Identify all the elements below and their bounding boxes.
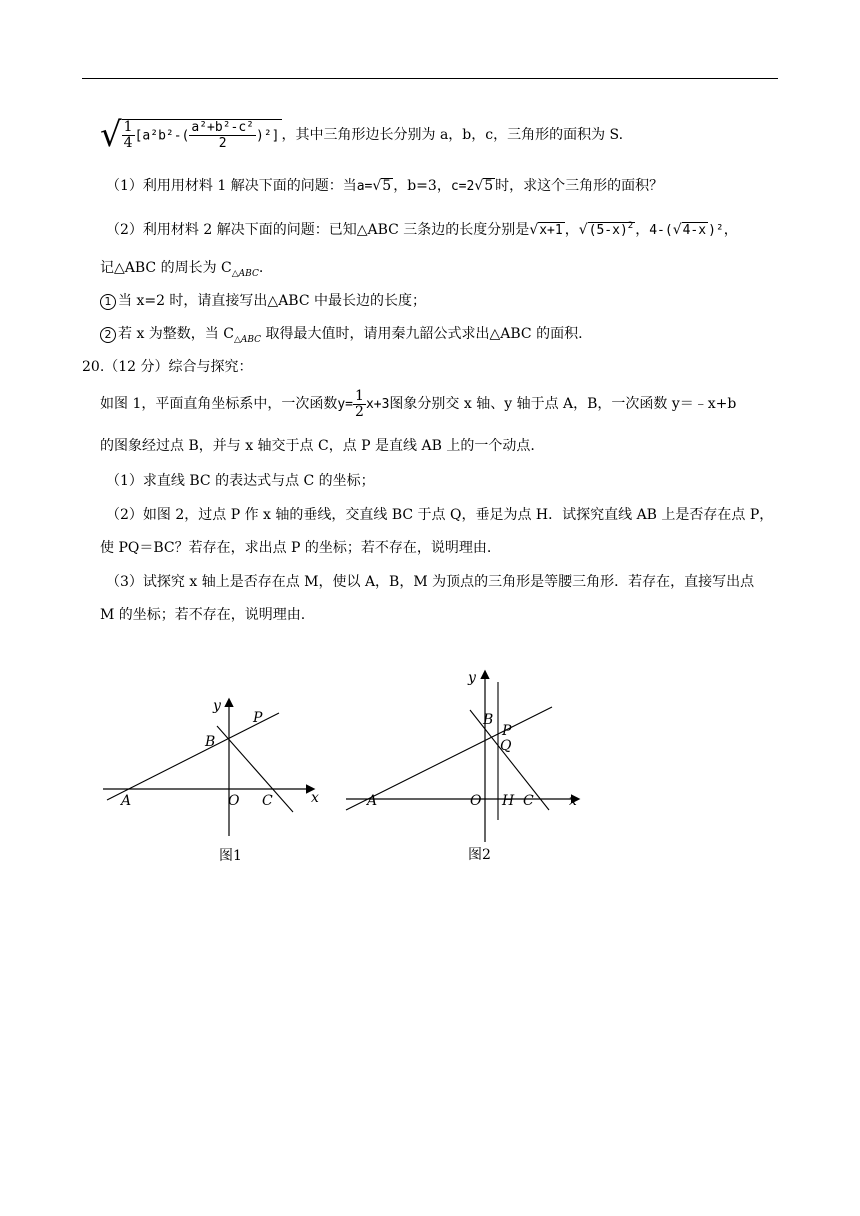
- sub-question-2: 2 若 x 为整数，当 $C_{\triangle ABC}$ 取得最大值时，请用秦九韶公式求出△ABC 的面积.: [100, 324, 583, 346]
- label-b: B: [205, 734, 216, 750]
- figure-1-caption: 图1: [219, 848, 242, 864]
- problem-20-q2b: 使 PQ＝BC？若存在，求出点 P 的坐标；若不存在，说明理由.: [100, 540, 492, 556]
- label-x: x: [569, 793, 577, 809]
- label-a: A: [121, 793, 132, 809]
- problem-20-q1: （1）求直线 BC 的表达式与点 C 的坐标；: [106, 473, 375, 489]
- formula-tail: ，其中三角形边长分别为 a，b，c，三角形的面积为 S.: [281, 127, 624, 143]
- label-y: y: [468, 670, 476, 686]
- label-b: B: [483, 712, 494, 728]
- inner-fraction: $\frac{\text{a²+b²-c²}}{2}$: [191, 120, 255, 151]
- label-p: P: [502, 723, 512, 739]
- figure-2-caption: 图2: [468, 847, 491, 863]
- label-a: A: [367, 793, 378, 809]
- problem-20-q3a: （3）试探究 x 轴上是否存在点 M，使以 A，B，M 为顶点的三角形是等腰三角形．若存在，直接写出点: [106, 574, 755, 590]
- figure-1: [95, 660, 355, 880]
- coef-fraction: $\frac{1}{4}$: [123, 119, 133, 151]
- problem-20-q3b: M 的坐标；若不存在，说明理由.: [100, 607, 306, 623]
- problem-20-title: 20.（12 分）综合与探究：: [82, 359, 253, 375]
- label-y: y: [213, 698, 221, 714]
- label-c: C: [523, 793, 534, 809]
- problem-20-q2a: （2）如图 2，过点 P 作 x 轴的垂线，交直线 BC 于点 Q，垂足为点 H．试探究直线 AB 上是否存在点 P，: [106, 507, 774, 523]
- label-o: O: [228, 793, 240, 809]
- label-c: C: [262, 793, 273, 809]
- problem-20-line-2: 的图象经过点 B，并与 x 轴交于点 C，点 P 是直线 AB 上的一个动点.: [100, 438, 535, 454]
- question-2: （2）利用材料 2 解决下面的问题：已知△ABC 三条边的长度分别是√x+1 ，$√(5-x)^2$ ，4-(√4-x )²，: [106, 221, 738, 238]
- label-p: P: [253, 710, 263, 726]
- line-ab: [107, 713, 279, 800]
- problem-20-line-1: 如图 1，平面直角坐标系中，一次函数y= $\frac{1}{2}$ x+3图象分别交 x 轴、y 轴于点 A，B，一次函数 y＝﹣x+b: [100, 387, 737, 420]
- sub-question-1: 1 当 x=2 时，请直接写出△ABC 中最长边的长度；: [100, 291, 426, 311]
- label-h: H: [502, 793, 515, 809]
- label-o: O: [470, 793, 482, 809]
- figure-2: [340, 660, 590, 880]
- heron-formula-line: √ $\frac{1}{4}$ [a²b²-( $\frac{\text{a²+b²-c²}}{2}$ )²] ，其中三角形边长分别为 a，b，c，三角形的面积为 S.: [100, 115, 624, 155]
- label-q: Q: [500, 738, 512, 754]
- question-2-perimeter: 记△ABC 的周长为 $C_{\triangle ABC}$.: [100, 260, 264, 279]
- sqrt-sign: √: [100, 115, 122, 155]
- label-x: x: [311, 790, 319, 806]
- question-1: （1）利用用材料 1 解决下面的问题：当a=√5 ，b=3，c=2√5 时，求这个三角形的面积？: [106, 178, 664, 194]
- ab-term: a²b²-(: [142, 128, 190, 144]
- header-rule: [82, 78, 778, 79]
